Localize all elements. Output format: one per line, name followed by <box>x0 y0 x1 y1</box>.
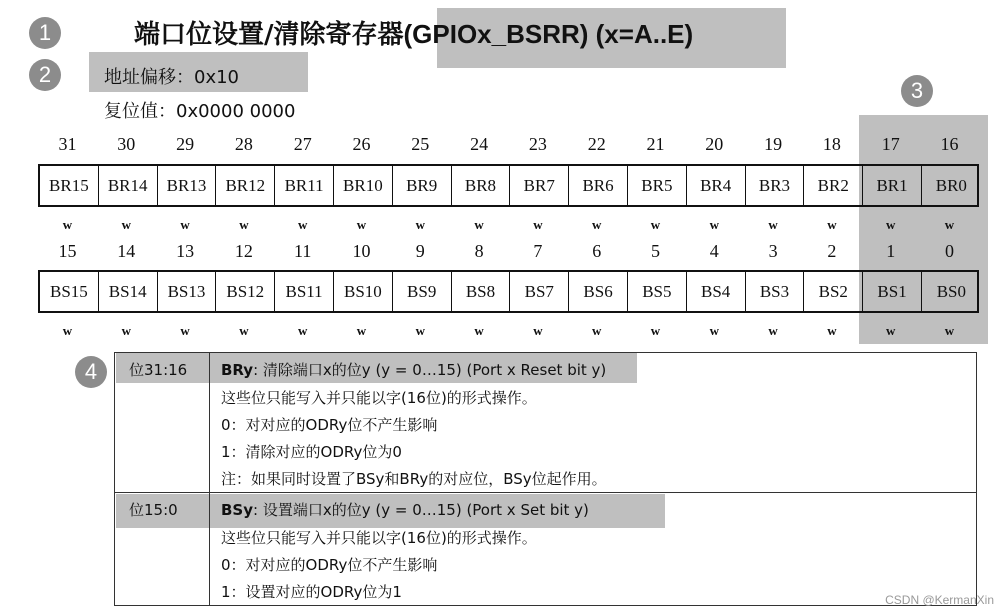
bit-number: 5 <box>651 241 660 261</box>
set-bit-field: BS9 <box>393 272 452 311</box>
reset-bit-field: BR2 <box>804 166 863 205</box>
br-line: 1：清除对应的ODRy位为0 <box>221 443 402 461</box>
bit-number: 18 <box>822 134 841 154</box>
reset-value: 复位值：0x0000 0000 <box>104 101 296 122</box>
set-bit-field: BS10 <box>334 272 393 311</box>
bit-number: 2 <box>827 241 837 261</box>
reset-bit-field: BR11 <box>275 166 334 205</box>
access-type: w <box>709 217 719 232</box>
access-type: w <box>944 217 955 232</box>
access-type: w <box>62 323 73 338</box>
reset-bit-field: BR15 <box>40 166 99 205</box>
set-bit-field: BS7 <box>510 272 569 311</box>
access-type: w <box>356 217 367 232</box>
set-bit-field: BS3 <box>746 272 805 311</box>
set-bit-field: BS11 <box>275 272 334 311</box>
lower-register-row <box>38 270 979 313</box>
bit-number: 26 <box>352 134 371 154</box>
bit-number: 31 <box>58 134 77 154</box>
access-type: w <box>650 323 661 338</box>
access-type: w <box>239 323 249 338</box>
access-type: w <box>180 323 190 338</box>
bit-number: 21 <box>646 134 665 154</box>
access-type: w <box>180 217 190 232</box>
reset-bit-field: BR9 <box>393 166 452 205</box>
title-cn: 端口位设置/清除寄存器 <box>134 20 404 50</box>
bit-number: 30 <box>117 134 136 154</box>
access-type: w <box>768 217 778 232</box>
access-type: w <box>474 217 484 232</box>
badge-2: 2 <box>29 59 61 91</box>
access-type: w <box>709 323 719 338</box>
badge-1: 1 <box>29 17 61 49</box>
reset-bit-field: BR4 <box>687 166 746 205</box>
access-type: w <box>591 323 602 338</box>
access-type: w <box>650 217 661 232</box>
br-field-name: BRy <box>221 361 254 379</box>
register-title <box>134 14 693 51</box>
access-type: w <box>121 217 131 232</box>
br-header-text: : 清除端口x的位y (y = 0…15) (Port x Reset bit y) <box>253 361 607 379</box>
reset-bit-field: BR8 <box>452 166 511 205</box>
bs-field-name: BSy <box>221 501 254 519</box>
badge-3: 3 <box>901 75 933 107</box>
set-bit-field: BS2 <box>804 272 863 311</box>
access-type: w <box>533 323 543 338</box>
reset-bit-field: BR1 <box>863 166 922 205</box>
description-table <box>114 352 977 606</box>
bit-number: 17 <box>881 134 900 154</box>
bs-bits-label: 位15:0 <box>129 501 178 519</box>
set-bit-field: BS0 <box>936 281 966 301</box>
reset-bit-field: BR10 <box>334 166 393 205</box>
bs-header <box>221 499 589 520</box>
address-offset: 地址偏移：0x10 <box>104 67 240 88</box>
bit-number: 24 <box>470 134 489 154</box>
br-bits-label: 位31:16 <box>129 361 188 379</box>
set-bit-field: BS4 <box>687 272 746 311</box>
reset-bit-field: BR5 <box>628 166 687 205</box>
reset-bit-field: BR0 <box>935 175 967 195</box>
set-bit-field: BS15 <box>40 272 99 311</box>
bit-number: 11 <box>294 241 312 261</box>
bs-line: 0：对对应的ODRy位不产生影响 <box>221 556 438 574</box>
bs-line: 1：设置对应的ODRy位为1 <box>221 583 402 601</box>
bit-number: 7 <box>533 241 543 261</box>
bit-number: 20 <box>705 134 724 154</box>
bit-number: 9 <box>415 241 425 261</box>
badge-4: 4 <box>75 356 107 388</box>
bit-number: 22 <box>587 134 606 154</box>
bit-number: 19 <box>764 134 783 154</box>
bit-number: 28 <box>234 134 253 154</box>
access-type: w <box>591 217 602 232</box>
access-type: w <box>533 217 543 232</box>
br-header <box>221 359 606 380</box>
bs-line: 这些位只能写入并只能以字(16位)的形式操作。 <box>221 529 537 547</box>
set-bit-field: BS8 <box>452 272 511 311</box>
title-en: (GPIOx_BSRR) (x=A..E) <box>403 19 694 49</box>
reset-bit-field: BR12 <box>216 166 275 205</box>
access-type: w <box>415 217 425 232</box>
bs-bits-cell <box>115 493 210 605</box>
br-line: 注：如果同时设置了BSy和BRy的对应位，BSy位起作用。 <box>221 470 607 488</box>
reset-bit-field: BR6 <box>569 166 628 205</box>
bit-number: 4 <box>709 241 719 261</box>
br-line: 0：对对应的ODRy位不产生影响 <box>221 416 438 434</box>
bit-number: 6 <box>592 241 602 261</box>
access-type: w <box>297 323 308 338</box>
bit-number: 12 <box>234 241 253 261</box>
bs-header-text: : 设置端口x的位y (y = 0…15) (Port x Set bit y) <box>253 501 589 519</box>
watermark: CSDN @KermanXin <box>885 593 994 607</box>
access-type: w <box>885 217 896 232</box>
access-type: w <box>62 217 73 232</box>
bit-number: 0 <box>945 241 954 261</box>
set-bit-field: BS6 <box>569 272 628 311</box>
bit-number: 16 <box>940 134 959 154</box>
set-bit-field: BS12 <box>216 272 275 311</box>
bit-number: 13 <box>176 241 195 261</box>
bit-number: 29 <box>176 134 195 154</box>
set-bit-field: BS5 <box>628 272 687 311</box>
access-type: w <box>415 323 425 338</box>
access-type: w <box>768 323 778 338</box>
br-bits-cell <box>115 353 210 492</box>
reset-bit-field: BR14 <box>99 166 158 205</box>
bit-number: 10 <box>352 241 371 261</box>
bit-number: 25 <box>411 134 430 154</box>
access-type: w <box>239 217 249 232</box>
access-type: w <box>297 217 308 232</box>
reset-bit-field: BR13 <box>158 166 217 205</box>
bit-number: 15 <box>58 241 77 261</box>
bs-description <box>115 493 976 605</box>
access-type: w <box>356 323 367 338</box>
access-type: w <box>885 323 896 338</box>
br-line: 这些位只能写入并只能以字(16位)的形式操作。 <box>221 389 537 407</box>
set-bit-field: BS1 <box>863 272 922 311</box>
bit-number: 8 <box>474 241 484 261</box>
reset-bit-field: BR3 <box>746 166 805 205</box>
access-type: w <box>827 323 837 338</box>
bit-number: 1 <box>886 241 896 261</box>
bit-number: 3 <box>768 241 778 261</box>
br-description <box>115 353 976 493</box>
bit-number: 14 <box>117 241 136 261</box>
reset-bit-field: BR7 <box>510 166 569 205</box>
access-type: w <box>121 323 131 338</box>
access-type: w <box>474 323 484 338</box>
upper-register-row <box>38 164 979 207</box>
set-bit-field: BS14 <box>99 272 158 311</box>
set-bit-field: BS13 <box>158 272 217 311</box>
access-type: w <box>827 217 837 232</box>
bit-number: 23 <box>528 134 547 154</box>
bit-number: 27 <box>293 134 312 154</box>
access-type: w <box>944 323 955 338</box>
